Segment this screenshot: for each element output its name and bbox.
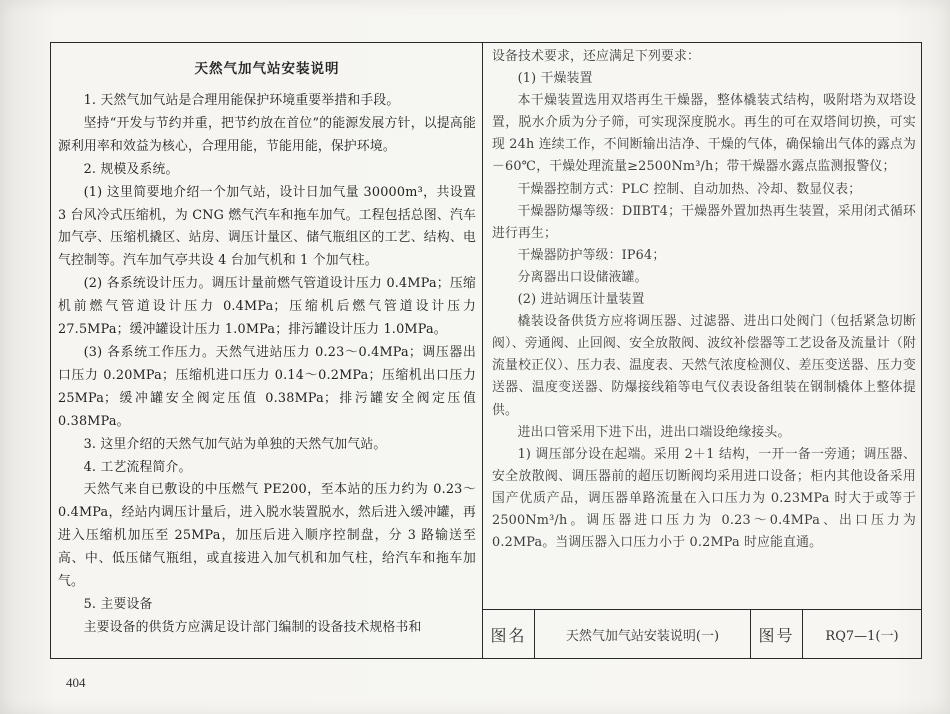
- paragraph: 3. 这里介绍的天然气加气站为单独的天然气加气站。: [83, 436, 387, 452]
- paragraph: 设备技术要求，还应满足下列要求：: [492, 49, 700, 64]
- paragraph: 1. 天然气加气站是合理用能保护环境重要举措和手段。: [83, 93, 400, 108]
- paragraph: (2) 各系统设计压力。调压计量前燃气管道设计压力 0.4MPa；压缩机前燃气管道设计压力 0.4MPa；压缩机后燃气管道设计压力 27.5MPa；缓冲罐设计压力 1.0MPa；排污罐设计压力 1.0MPa。: [58, 276, 476, 338]
- paragraph: 本干燥装置选用双塔再生干燥器，整体橇装式结构，吸附塔为双塔设置，脱水介质为分子筛，可实现深度脱水。再生的可在双塔间切换，可实现 24h 连续工作，不间断输出洁净、干燥的气体，确保输出气体的露点为－60℃，干燥处理流量≥2500Nm³/h；带干燥器水露点监测报警仪；: [492, 93, 916, 175]
- paragraph: 干燥器防护等级：ⅠP64；: [517, 247, 666, 263]
- drawing-number-value: RQ7—1(一): [825, 628, 899, 644]
- paragraph: (1) 干燥装置: [517, 71, 593, 87]
- paragraph: 5. 主要设备: [83, 596, 153, 612]
- paragraph: 干燥器防爆等级：DⅡBT4；干燥器外置加热再生装置，采用闭式循环进行再生；: [492, 203, 916, 241]
- paragraph: 2. 规模及系统。: [83, 161, 179, 177]
- column-divider: [482, 42, 483, 659]
- paragraph: 主要设备的供货方应满足设计部门编制的设备技术规格书和: [83, 619, 422, 635]
- title-block: [483, 609, 921, 658]
- paragraph: 1) 调压部分设在起端。采用 2＋1 结构，一开一备一旁通；调压器、安全放散阀、调压器前的超压切断阀均采用进口设备；柜内其他设备采用国产优质产品，调压器单路流量在入口压力为 0.23MPa 时大于或等于 2500Nm³/h。调压器进口压力为 0.23～0.4MPa、出口压力为 0.2MPa。当调压器入口压力小于 0.2MPa 时应能直通。: [492, 446, 916, 551]
- paragraph: 干燥器控制方式：PLC 控制、自动加热、冷却、数显仪表；: [517, 181, 862, 197]
- paragraph: 坚持“开发与节约并重，把节约放在首位”的能源发展方针，以提高能源利用率和效益为核心，合理用能，节能用能，保护环境。: [58, 115, 476, 154]
- page-number: 404: [66, 675, 86, 690]
- paragraph: 天然气来自已敷设的中压燃气 PE200，至本站的压力约为 0.23～0.4MPa，经站内调压计量后，进入脱水装置脱水，然后进入缓冲罐，再进入压缩机加压至 25MPa，加压后进入顺序控制盘，分 3 路输送至高、中、低压储气瓶组，或直接进入加气机和加气柱，给汽车和拖车加气。: [58, 482, 476, 590]
- left-column: [58, 60, 476, 656]
- paragraph: (2) 进站调压计量装置: [517, 292, 645, 308]
- drawing-name-label: 图名: [483, 610, 535, 658]
- right-column: [492, 46, 916, 606]
- document-title: 天然气加气站安装说明: [194, 61, 340, 77]
- paragraph: (3) 各系统工作压力。天然气进站压力 0.23～0.4MPa；调压器出口压力 0.20MPa；压缩机进口压力 0.14～0.2MPa；压缩机出口压力 25MPa；缓冲罐安全阀定压值 0.38MPa；排污罐安全阀定压值 0.38MPa。: [58, 344, 476, 429]
- paragraph: (1) 这里简要地介绍一个加气站，设计日加气量 30000m³，共设置 3 台风冷式压缩机，为 CNG 燃气汽车和拖车加气。工程包括总图、汽车加气亭、压缩机撬区、站房、调压计量区、储气瓶组区的工艺、结构、电气控制等。汽车加气亭共设 4 台加气机和 1 个加气柱。: [58, 184, 476, 269]
- paragraph: 橇装设备供货方应将调压器、过滤器、进出口处阀门（包括紧急切断阀）、旁通阀、止回阀、安全放散阀、波纹补偿器等工艺设备及流量计（附流量校正仪）、压力表、温度表、天然气浓度检测仪、差压变送器、压力变送器、温度变送器、防爆接线箱等电气仪表设备组装在钢制橇体上整体提供。: [492, 314, 916, 418]
- paragraph: 进出口管采用下进下出，进出口端设绝缘接头。: [517, 424, 791, 440]
- paragraph: 4. 工艺流程简介。: [83, 459, 192, 475]
- drawing-number-label: 图号: [751, 610, 803, 658]
- paragraph: 分离器出口设储液罐。: [517, 269, 648, 285]
- drawing-name-value: 天然气加气站安装说明(一): [535, 610, 751, 658]
